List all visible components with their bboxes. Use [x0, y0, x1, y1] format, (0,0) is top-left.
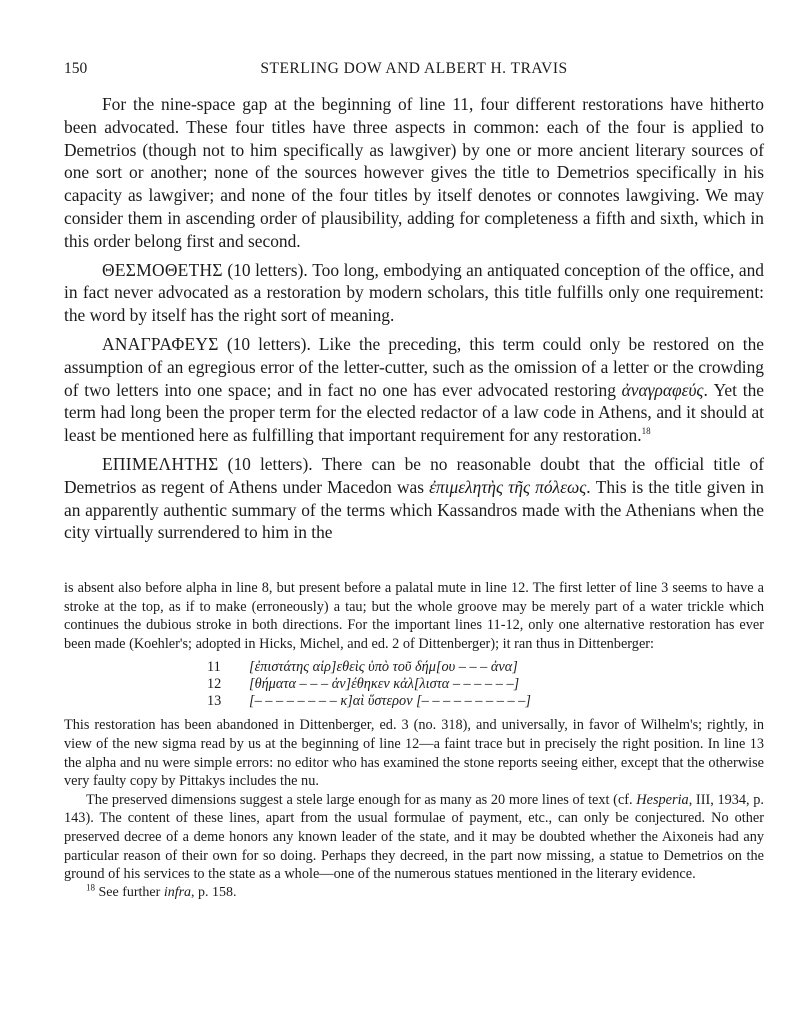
greek-anagrapheus: ἀναγραφεύς [621, 379, 704, 400]
notes-section [64, 579, 764, 902]
paragraph-anagrapheus-text-b: . Yet the term had long been the proper term for the elected redactor of a law code in Athens, and it should at least be mentioned here as fulfilling that important requirement for any restoration. [64, 379, 764, 446]
footnote-number: 18 [86, 882, 95, 893]
main-text [64, 93, 764, 550]
paragraph-thesmothetes [64, 259, 764, 327]
journal-title: Hesperia [636, 791, 689, 808]
footnote-text-a: See further [95, 884, 164, 900]
paragraph-anagrapheus [64, 333, 764, 447]
restoration-line-number: 11 [207, 659, 221, 676]
footnote-text-b: , p. 158. [191, 884, 237, 900]
note-dimensions-text-a: The preserved dimensions suggest a stele large enough for as many as 20 more lines of text (cf. [86, 791, 637, 808]
restoration-line [207, 676, 764, 693]
page-header [64, 60, 764, 82]
paragraph-epimeletes-text-b: . This is the title given in an apparently authentic summary of the terms which Kassandros made with the Athenians when the city virtually surrendered to him in the [64, 476, 764, 543]
note-abandoned: This restoration has been abandoned in Dittenberger, ed. 3 (no. 318), and universally, in favor of Wilhelm's; rightly, in view of the new sigma read by us at the beginning of line 12—a faint trace but in precisely the right position. In line 13 the alpha and nu were simple errors: no editor who has examined the stone reports seeing either, except that the otherwise very faulty copy by Pittakys includes the nu. [64, 717, 764, 790]
restoration-line [207, 693, 764, 710]
title-epimeletes: ΕΠΙΜΕΛΗΤΗΣ [102, 453, 219, 474]
restoration-line [207, 659, 764, 676]
title-anagrapheus: ΑΝΑΓΡΑΦΕΥΣ [102, 333, 219, 354]
restoration-line-text: [ἐπιστάτης αἱρ]εθεὶς ὑπὸ τοῦ δήμ[ου – – – ἀνα] [249, 659, 518, 676]
footnote-infra: infra [163, 884, 192, 900]
restoration-line-text: [– – – – – – – – κ]αὶ ὕστερον [– – – – – – – – – –] [249, 693, 531, 710]
restoration-line-text: [θήματα – – – ἀν]έθηκεν κἀλ[λιστα – – – – – –] [249, 676, 520, 693]
page-number: 150 [64, 60, 88, 77]
note-continuation: is absent also before alpha in line 8, but present before a palatal mute in line 12. The first letter of line 3 seems to have a stroke at the top, as if to make (erroneously) a tau; but the whole groove may be merely part of a water trickle which continues the dubious stroke in both directions. For the important lines 11-12, only one alternative restoration has ever been made (Koehler's; adopted in Hicks, Michel, and ed. 2 of Dittenberger); it ran thus in Dittenberger: [64, 580, 764, 652]
paragraph-anagrapheus-text-a: (10 letters). Like the preceding, this term could only be restored on the assumption of an egregious error of the letter-cutter, such as the omission of a letter or the crowding of two letters into one space; and in fact no one has ever advocated restoring [64, 333, 764, 400]
paragraph-intro: For the nine-space gap at the beginning of line 11, four different restorations have hitherto been advocated. These four titles have three aspects in common: each of the four is applied to Demetrios (though not to him specifically as lawgiver) by one or more ancient literary sources of one sort or another; none of the sources however gives the title to Demetrios specifically in his capacity as lawgiver; and none of the four titles by itself denotes or connotes lawgiving. We may consider them in ascending order of plausibility, adding for completeness a fifth and sixth, which in this order belong first and second. [64, 94, 764, 251]
note-dimensions-text-b: , III, 1934, p. 143). The content of these lines, apart from the usual formulae of payment, etc., can only be conjectured. No other preserved decree of a deme honors any known leader of the state, and it may be doubted whether the Aixoneis had any particular reason of their own for so doing. Perhaps they decreed, in the part now missing, a statue to Demetrios on the ground of his services to the state as a whole—one of the numerous statues mentioned in the literary evidence. [64, 791, 764, 883]
title-thesmothetes: ΘΕΣΜΟΘΕΤΗΣ [102, 259, 223, 280]
restoration-line-number: 13 [207, 693, 222, 710]
paragraph-epimeletes-text-a: (10 letters). There can be no reasonable doubt that the official title of Demetrios as regent of Athens under Macedon was [64, 453, 764, 497]
restoration-line-number: 12 [207, 676, 222, 693]
paragraph-epimeletes [64, 453, 764, 544]
footnote-ref-18: 18 [641, 426, 651, 437]
footnote-18 [64, 884, 764, 903]
greek-epimeletes: ἐπιμελητὴς τῆς πόλεως [429, 476, 587, 497]
restoration-block [207, 659, 764, 710]
note-dimensions [64, 791, 764, 884]
running-title: STERLING DOW AND ALBERT H. TRAVIS [260, 60, 568, 77]
paragraph-thesmothetes-text: (10 letters). Too long, embodying an antiquated conception of the office, and in fact never advocated as a restoration by modern scholars, this title fulfills only one requirement: the word by itself has the right sort of meaning. [64, 259, 764, 326]
